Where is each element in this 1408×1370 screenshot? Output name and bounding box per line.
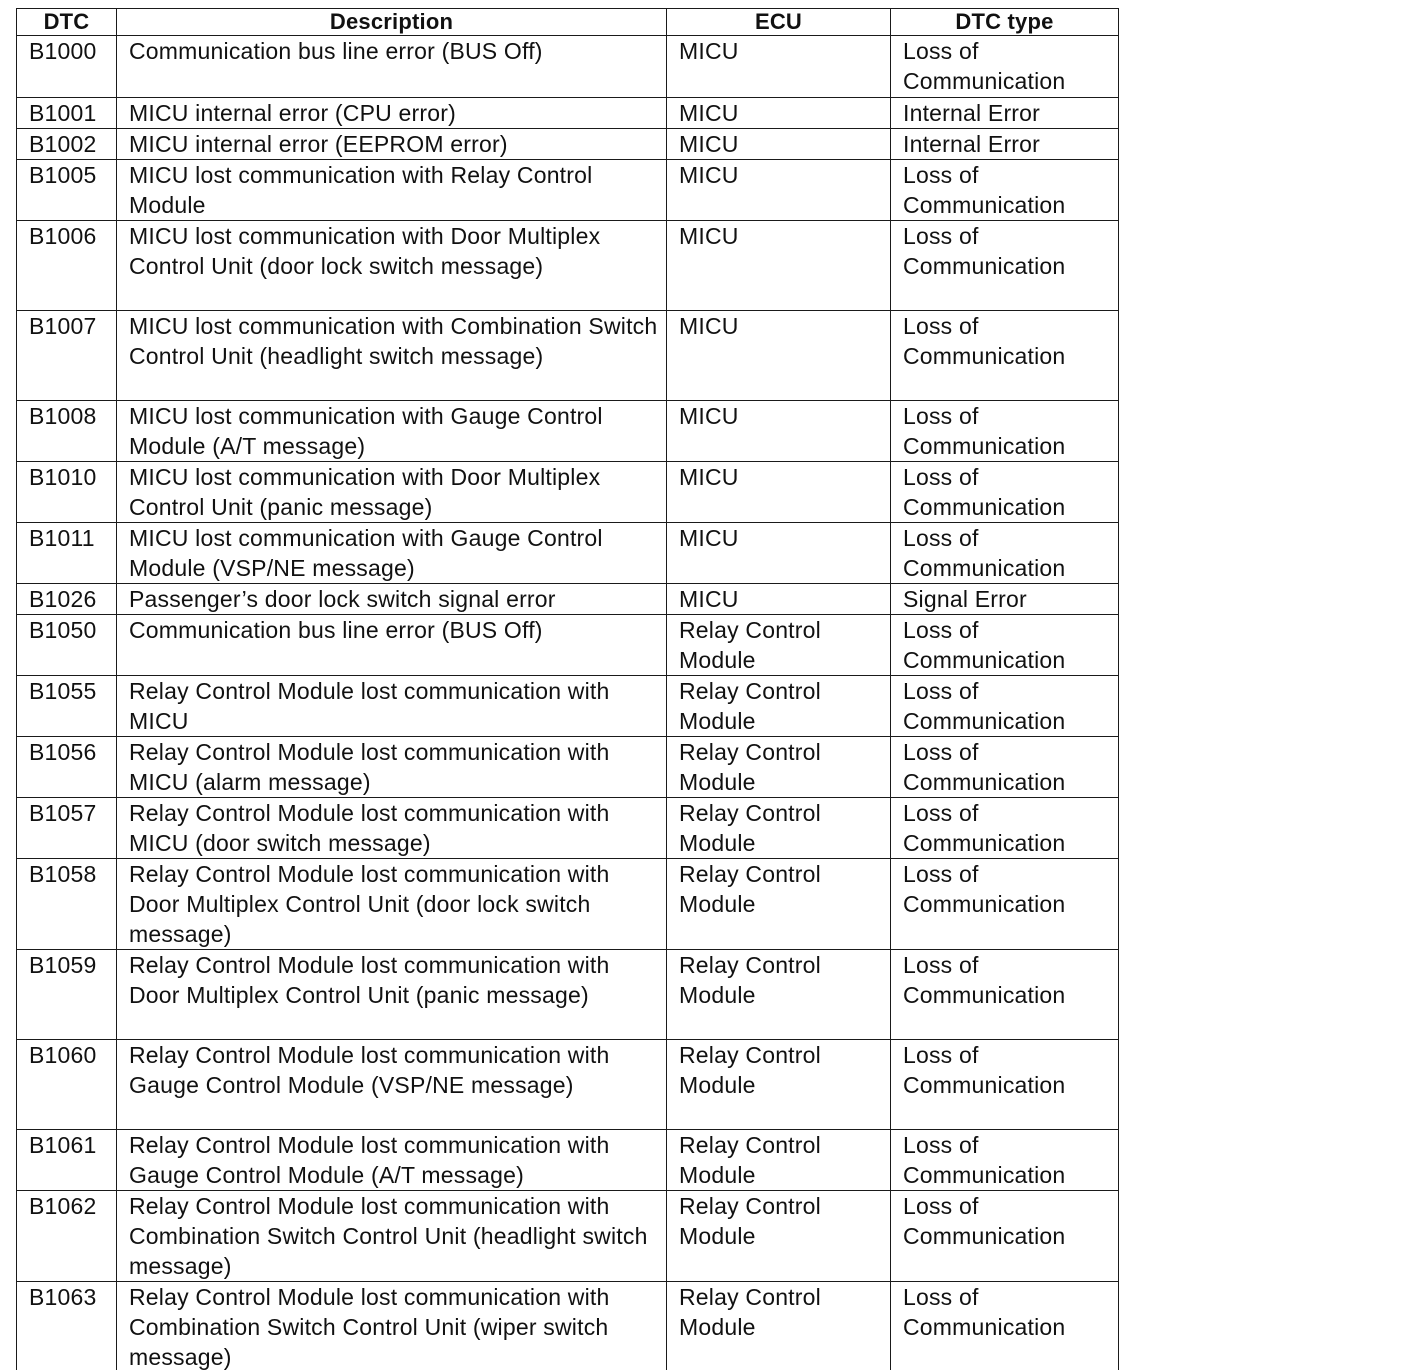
dtc-type: Loss of Communication: [891, 950, 1119, 1040]
header-description: Description: [117, 9, 667, 36]
dtc-type: Loss of Communication: [891, 737, 1119, 798]
dtc-type: Loss of Communication: [891, 859, 1119, 950]
dtc-ecu: Relay Control Module: [667, 676, 891, 737]
header-dtc: DTC: [17, 9, 117, 36]
dtc-code: B1008: [17, 401, 117, 462]
table-row: [17, 1040, 1119, 1130]
dtc-description: Relay Control Module lost communication with Gauge Control Module (A/T message): [117, 1130, 667, 1191]
dtc-ecu: MICU: [667, 160, 891, 221]
dtc-type: Loss of Communication: [891, 523, 1119, 584]
dtc-code: B1061: [17, 1130, 117, 1191]
dtc-ecu: Relay Control Module: [667, 859, 891, 950]
dtc-ecu: MICU: [667, 523, 891, 584]
dtc-ecu: Relay Control Module: [667, 1040, 891, 1130]
dtc-code: B1050: [17, 615, 117, 676]
dtc-description: Relay Control Module lost communication with Door Multiplex Control Unit (panic message): [117, 950, 667, 1040]
dtc-code: B1057: [17, 798, 117, 859]
dtc-code: B1063: [17, 1282, 117, 1370]
table-row: [17, 584, 1119, 615]
dtc-description: MICU lost communication with Relay Control Module: [117, 160, 667, 221]
dtc-type: Loss of Communication: [891, 36, 1119, 98]
dtc-description: Relay Control Module lost communication with Door Multiplex Control Unit (door lock switch message): [117, 859, 667, 950]
dtc-description: Relay Control Module lost communication with MICU: [117, 676, 667, 737]
dtc-ecu: MICU: [667, 462, 891, 523]
dtc-code: B1060: [17, 1040, 117, 1130]
dtc-code: B1056: [17, 737, 117, 798]
dtc-code: B1059: [17, 950, 117, 1040]
table-body: [17, 36, 1119, 1370]
table-row: [17, 950, 1119, 1040]
table-row: [17, 401, 1119, 462]
table-header: [17, 9, 1119, 36]
dtc-description: MICU lost communication with Door Multiplex Control Unit (panic message): [117, 462, 667, 523]
dtc-code: B1026: [17, 584, 117, 615]
dtc-code: B1006: [17, 221, 117, 311]
dtc-type: Loss of Communication: [891, 221, 1119, 311]
dtc-code: B1011: [17, 523, 117, 584]
table-row: [17, 798, 1119, 859]
dtc-type: Loss of Communication: [891, 401, 1119, 462]
dtc-ecu: MICU: [667, 36, 891, 98]
dtc-ecu: MICU: [667, 401, 891, 462]
dtc-description: Communication bus line error (BUS Off): [117, 615, 667, 676]
dtc-type: Loss of Communication: [891, 1040, 1119, 1130]
dtc-ecu: Relay Control Module: [667, 798, 891, 859]
dtc-description: Relay Control Module lost communication with MICU (door switch message): [117, 798, 667, 859]
dtc-code: B1000: [17, 36, 117, 98]
header-dtc-type: DTC type: [891, 9, 1119, 36]
table-row: [17, 676, 1119, 737]
table-row: [17, 1191, 1119, 1282]
header-row: [17, 9, 1119, 36]
dtc-ecu: Relay Control Module: [667, 737, 891, 798]
table-row: [17, 1130, 1119, 1191]
dtc-code: B1001: [17, 98, 117, 129]
dtc-code: B1058: [17, 859, 117, 950]
dtc-description: Relay Control Module lost communication with Combination Switch Control Unit (wiper switch message): [117, 1282, 667, 1370]
dtc-type: Loss of Communication: [891, 1282, 1119, 1370]
table-row: [17, 129, 1119, 160]
table-row: [17, 1282, 1119, 1370]
dtc-ecu: MICU: [667, 221, 891, 311]
dtc-ecu: MICU: [667, 129, 891, 160]
dtc-description: Relay Control Module lost communication with MICU (alarm message): [117, 737, 667, 798]
dtc-ecu: MICU: [667, 584, 891, 615]
dtc-ecu: Relay Control Module: [667, 1130, 891, 1191]
dtc-ecu: Relay Control Module: [667, 1282, 891, 1370]
dtc-ecu: Relay Control Module: [667, 1191, 891, 1282]
dtc-code: B1005: [17, 160, 117, 221]
dtc-type: Internal Error: [891, 129, 1119, 160]
dtc-type: Loss of Communication: [891, 1191, 1119, 1282]
dtc-ecu: MICU: [667, 98, 891, 129]
dtc-code: B1010: [17, 462, 117, 523]
dtc-ecu: Relay Control Module: [667, 615, 891, 676]
dtc-code: B1062: [17, 1191, 117, 1282]
dtc-type: Internal Error: [891, 98, 1119, 129]
dtc-description: MICU lost communication with Gauge Control Module (A/T message): [117, 401, 667, 462]
dtc-table: [16, 8, 1119, 1370]
dtc-description: Relay Control Module lost communication with Gauge Control Module (VSP/NE message): [117, 1040, 667, 1130]
header-ecu: ECU: [667, 9, 891, 36]
dtc-type: Loss of Communication: [891, 462, 1119, 523]
dtc-type: Signal Error: [891, 584, 1119, 615]
dtc-description: MICU lost communication with Gauge Control Module (VSP/NE message): [117, 523, 667, 584]
dtc-type: Loss of Communication: [891, 676, 1119, 737]
table-row: [17, 311, 1119, 401]
table-row: [17, 615, 1119, 676]
table-row: [17, 859, 1119, 950]
dtc-description: Passenger’s door lock switch signal error: [117, 584, 667, 615]
table-row: [17, 160, 1119, 221]
table-row: [17, 36, 1119, 98]
table-row: [17, 737, 1119, 798]
dtc-description: MICU lost communication with Door Multiplex Control Unit (door lock switch message): [117, 221, 667, 311]
dtc-description: MICU lost communication with Combination Switch Control Unit (headlight switch message): [117, 311, 667, 401]
table-row: [17, 221, 1119, 311]
dtc-description: MICU internal error (EEPROM error): [117, 129, 667, 160]
table-row: [17, 462, 1119, 523]
table-row: [17, 523, 1119, 584]
dtc-description: Relay Control Module lost communication with Combination Switch Control Unit (headlight switch message): [117, 1191, 667, 1282]
dtc-code: B1055: [17, 676, 117, 737]
dtc-type: Loss of Communication: [891, 160, 1119, 221]
dtc-type: Loss of Communication: [891, 311, 1119, 401]
dtc-ecu: Relay Control Module: [667, 950, 891, 1040]
dtc-ecu: MICU: [667, 311, 891, 401]
dtc-type: Loss of Communication: [891, 798, 1119, 859]
dtc-type: Loss of Communication: [891, 615, 1119, 676]
dtc-description: Communication bus line error (BUS Off): [117, 36, 667, 98]
dtc-description: MICU internal error (CPU error): [117, 98, 667, 129]
dtc-code: B1007: [17, 311, 117, 401]
table-row: [17, 98, 1119, 129]
dtc-type: Loss of Communication: [891, 1130, 1119, 1191]
dtc-code: B1002: [17, 129, 117, 160]
